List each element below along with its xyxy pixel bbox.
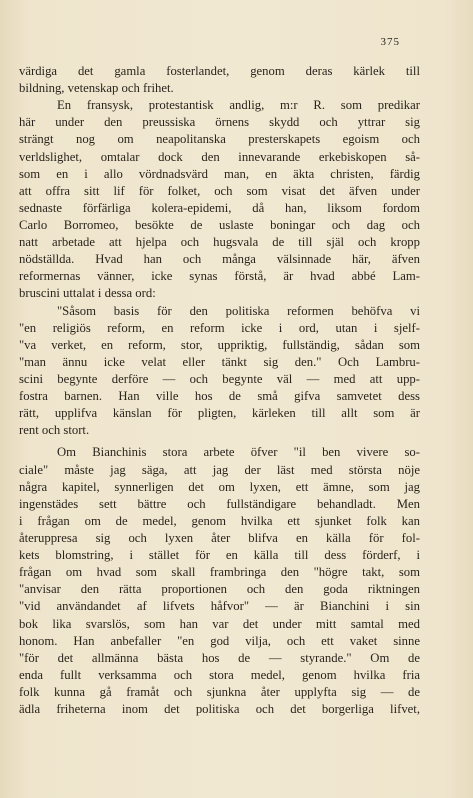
text-line: några kapitel, synnerligen det om lyxen, ett ämne, som jag [19,479,420,494]
text-line: sednaste förfärliga kolera-epidemi, då han, liksom fordom [19,200,420,215]
text-line: "anvisar den rätta proportionen och den goda riktningen [19,582,420,597]
text-line: Om Bianchinis stora arbete öfver "il ben vivere so- [57,445,420,460]
text-line: ingenstädes sett bättre och fullständigare behandladt. Men [19,496,420,511]
text-line: Carlo Borromeo, besökte de uslaste boningar och dag och [19,217,420,232]
text-line: ädla friheterna inom det politiska och det borgerliga lifvet, [19,702,420,717]
text-line: En fransysk, protestantisk andlig, m:r R. som predikar [57,98,420,113]
text-line: enda fullt verksamma och stora medel, genom hvilka fria [19,667,420,682]
text-line: ciale" måste jag säga, att jag der läst med största nöje [19,462,420,477]
text-line: verldslighet, omtalar dock den innevarande erkebiskopen så- [19,149,420,164]
text-line: återuppresa sig och lyxen åter blifva en källa för fol- [19,530,420,545]
text-line: "en religiös reform, en reform icke i ord, utan i sjelf- [19,320,420,335]
text-line: "va verket, en reform, stor, uppriktig, fullständig, sådan som [19,337,420,352]
text-line: "vid användandet af lifvets håfvor" — är Bianchini i sin [19,599,420,614]
text-line: rent och stort. [19,423,90,438]
text-line: "man ännu icke velat eller tänkt sig den." Och Lambru- [19,354,420,369]
text-line: här under den preussiska örnens skydd och yttrar sig [19,115,420,130]
text-line: att offra sitt lif för folket, och som visat det äfven under [19,183,420,198]
text-line: fostra barnen. Han ville hos de små gifva samvetet dess [19,389,420,404]
text-line: honom. Han anbefaller "en god vilja, och ett vaket sinne [19,633,420,648]
text-line: i frågan om de medel, genom hvilka ett sjunket folk kan [19,513,420,528]
text-line: scini begynte derföre — och begynte väl — med att upp- [19,371,420,386]
body-text [19,63,420,718]
text-line: "för det allmänna bästa hos de — styrande." Om de [19,650,420,665]
text-line: reformernas vänner, icke synas förstå, är hvad abbé Lam- [19,269,420,284]
text-line: folk kunna gå framåt och sjunkna åter upplyfta sig — de [19,684,420,699]
text-line: natt arbetade att hjelpa och hugsvala de till själ och kropp [19,235,420,250]
text-line: "Såsom basis för den politiska reformen behöfva vi [57,303,420,318]
text-line: som en i allo vördnadsvärd man, en äkta christen, färdig [19,166,420,181]
text-line: värdiga det gamla fosterlandet, genom deras kärlek till [19,64,420,78]
text-line: rätt, upplifva känslan för pligten, kärleken till allt som är [19,406,420,421]
text-line: bok lika svarslös, som han var det under mitt samtal med [19,616,420,631]
page-number: 375 [380,36,400,48]
text-line: bruscini uttalat i dessa ord: [19,286,156,301]
text-line: nödställda. Hvad han och många välsinnade här, äfven [19,252,420,267]
text-line: kets blomstring, i stället för en källa till dess förderf, i [19,548,420,563]
text-line: strängt nog om neapolitanska presterskapets egoism och [19,132,420,147]
text-line: bildning, vetenskap och frihet. [19,81,174,96]
text-line: frågan om hvad som skall frambringa den "högre takt, som [19,565,420,580]
